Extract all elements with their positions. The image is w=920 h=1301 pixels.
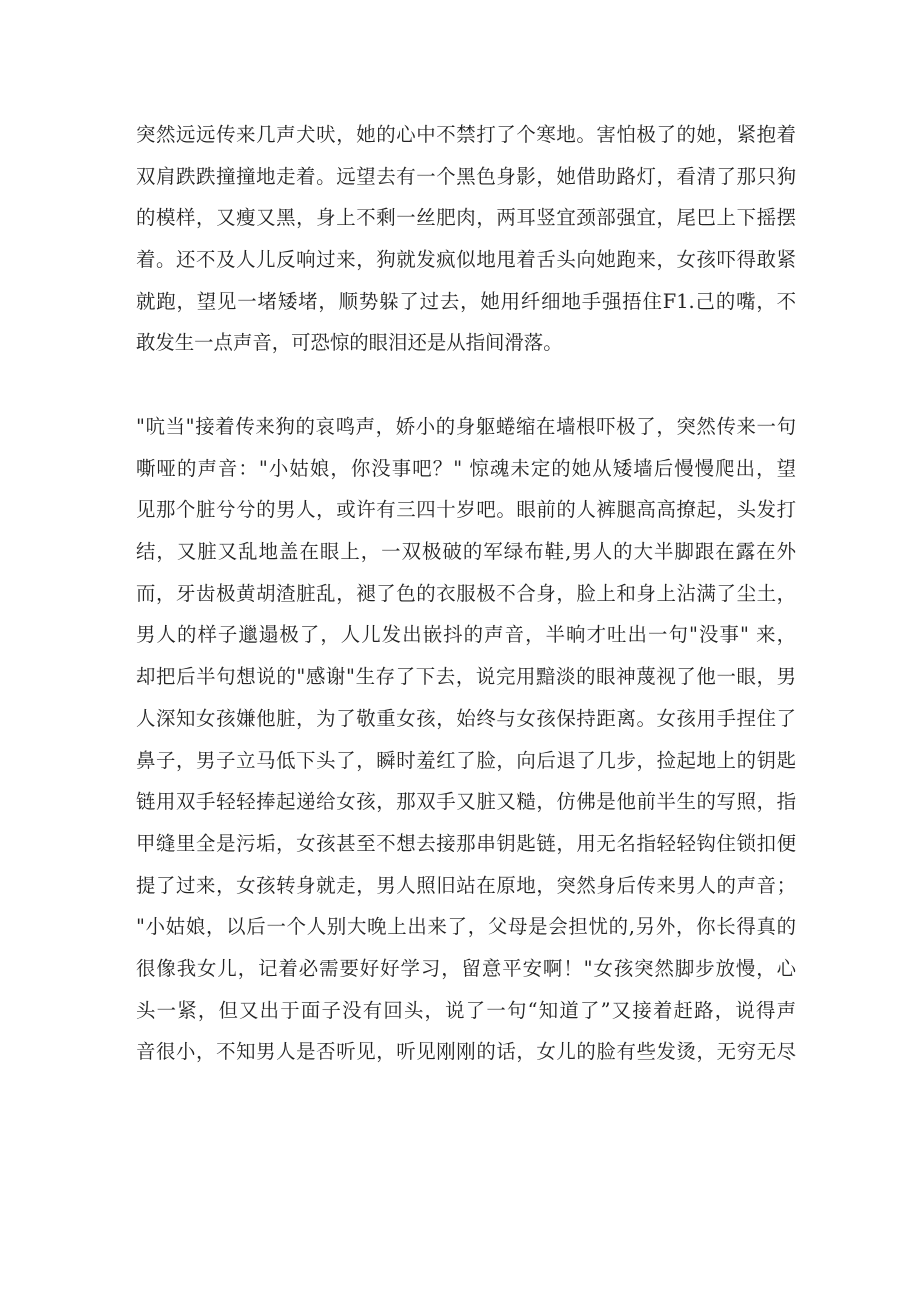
- paragraph-2-line-1: "吭当"接着传来狗的哀鸣声，娇小的身躯蜷缩在墙根吓极了，突然传来一句: [136, 415, 796, 438]
- paragraph-1-line-1: 突然远远传来几声犬吠，她的心中不禁打了个寒地。害怕极了的她，紧抱着: [136, 123, 796, 146]
- paragraph-2-line-4: 结，又脏又乱地盖在眼上，一双极破的军绿布鞋,男人的大半脚跟在露在外: [136, 540, 796, 564]
- paragraph-2-line-11: 甲缝里全是污垢，女孩甚至不想去接那串钥匙链，用无名指轻轻钩住锁扣便: [136, 831, 796, 855]
- paragraph-1-line-4: 着。还不及人儿反响过来，狗就发疯似地甩着舌头向她跑来，女孩吓得敢紧: [136, 248, 796, 272]
- paragraph-2-line-6: 男人的样子邋遢极了，人儿发出嵌抖的声音，半晌才吐出一句"没事" 来，: [136, 623, 796, 647]
- paragraph-1-line-6: 敢发生一点声音，可恐惊的眼泪还是从指间滑落。: [136, 331, 563, 355]
- paragraph-1-line-3: 的模样，又瘦又黑，身上不剩一丝肥肉，两耳竖宜颈部强宜，尾巴上下摇摆: [136, 206, 796, 230]
- paragraph-2-line-10: 链用双手轻轻捧起递给女孩，那双手又脏又糙，仿佛是他前半生的写照，指: [136, 790, 796, 814]
- paragraph-2-line-13: "小姑娘，以后一个人别大晚上出来了，父母是会担忧的,另外，你长得真的: [136, 915, 796, 939]
- paragraph-2-line-5: 而，牙齿极黄胡渣脏乱，褪了色的衣服极不合身，脸上和身上沾满了尘土，: [136, 581, 796, 605]
- paragraph-2-line-9: 鼻子，男子立马低下头了，瞬时羞红了脸，向后退了几步，捡起地上的钥匙: [136, 748, 796, 772]
- paragraph-2-line-7: 却把后半句想说的"感谢"生存了下去，说完用黯淡的眼神蔑视了他一眼，男: [136, 665, 796, 689]
- paragraph-2-line-15: 头一紧，但又出于面子没有回头，说了一句“知道了”又接着赶路，说得声: [136, 998, 796, 1022]
- paragraph-2-line-2: 嘶哑的声音："小姑娘，你没事吧？" 惊魂未定的她从矮墙后慢慢爬出，望: [136, 456, 796, 480]
- paragraph-1-line-5: 就跑，望见一堵矮堵，顺势躲了过去，她用纤细地手强捂住F1.己的嘴，不: [136, 289, 796, 313]
- paragraph-2-line-14: 很像我女儿，记着必需要好好学习，留意平安啊！"女孩突然脚步放慢，心: [136, 956, 796, 980]
- paragraph-2: [136, 406, 796, 1073]
- paragraph-2-line-8: 人深知女孩嫌他脏，为了敬重女孩，始终与女孩保持距离。女孩用手捏住了: [136, 706, 796, 730]
- paragraph-2-line-12: 提了过来，女孩转身就走，男人照旧站在原地，突然身后传来男人的声音；: [136, 873, 796, 897]
- paragraph-1-line-2: 双肩跌跌撞撞地走着。远望去有一个黑色身影，她借助路灯，看清了那只狗: [136, 164, 796, 188]
- paragraph-1: [136, 114, 796, 364]
- paragraph-2-line-3: 见那个脏兮兮的男人，或许有三四十岁吧。眼前的人裤腿高高撩起，头发打: [136, 498, 796, 522]
- paragraph-2-line-16: 音很小，不知男人是否听见，听见刚刚的话，女儿的脸有些发烫，无穷无尽: [136, 1040, 796, 1064]
